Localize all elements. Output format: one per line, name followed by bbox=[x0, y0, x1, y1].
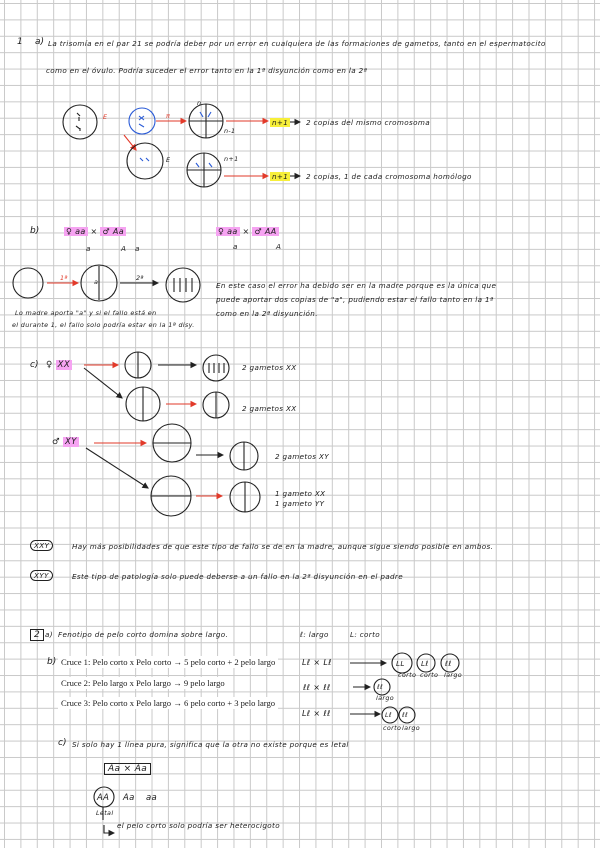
hw3-offspring1: Lℓ bbox=[385, 711, 392, 719]
cross1-gamete-a: a bbox=[86, 244, 91, 253]
hw1-x: × bbox=[313, 658, 321, 667]
q1b-explanation-3: como en la 2ª disyunción. bbox=[216, 309, 318, 318]
cross1-male: ♂ Aa bbox=[102, 227, 124, 236]
hw3-x: × bbox=[313, 709, 321, 718]
cross1-female: ♀ aa bbox=[66, 227, 86, 236]
hw3-label1: corto bbox=[383, 724, 402, 732]
case-xxy-text: Hay más posibilidades de que este tipo de fallo se de en la madre, aunque sigue siendo posible en ambos. bbox=[72, 542, 494, 551]
hw2-parent2: ℓℓ bbox=[323, 683, 331, 692]
case-xyy-label: XYY bbox=[30, 570, 53, 581]
result2-tag: n+1 bbox=[272, 172, 289, 181]
key-largo: ℓ: largo bbox=[300, 630, 329, 639]
hw2-x: × bbox=[313, 683, 321, 692]
letal-label: Letal bbox=[96, 809, 114, 817]
hw1-parent1: Lℓ bbox=[302, 658, 311, 667]
hw2-label: largo bbox=[376, 694, 395, 702]
box-parent1: Aa bbox=[108, 764, 121, 774]
hw2-parent1: ℓℓ bbox=[303, 683, 311, 692]
q1a-line2: como en el óvulo. Podría suceder el error tanto en la 1ª disyunción como en la 2ª bbox=[46, 66, 368, 75]
meiosis-diagram-c bbox=[84, 352, 260, 516]
result1-text: 2 copias del mismo cromosoma bbox=[306, 118, 430, 127]
cross1-gamete-A: A bbox=[121, 244, 127, 253]
case-xyy-text: Este tipo de patología solo puede deberse a un fallo en la 2ª disyunción en el padre bbox=[72, 572, 403, 581]
diagram-label-nplus1: n+1 bbox=[224, 155, 239, 163]
hw2-offspring: ℓℓ bbox=[377, 683, 383, 691]
diagram-label-e1: E bbox=[103, 113, 108, 121]
cell-blue-1 bbox=[129, 108, 155, 134]
cross1-x: × bbox=[90, 227, 98, 236]
cell-c-2 bbox=[203, 355, 229, 381]
cell-lower-1 bbox=[127, 143, 163, 179]
cross2-x: × bbox=[242, 227, 250, 236]
q2c-conclusion: el pelo corto solo podría ser heterocigoto bbox=[117, 821, 280, 830]
diagram-label-n: n bbox=[197, 99, 202, 107]
offspring-aa: aa bbox=[146, 793, 158, 803]
hw1-label2: corto bbox=[420, 671, 439, 679]
q1b-note-1: Lo madre aporta "a" y si el fallo está en bbox=[15, 309, 157, 317]
key-corto: L: corto bbox=[350, 630, 381, 639]
box-parent2: Aa bbox=[134, 764, 148, 774]
arrow-label-2: 2ª bbox=[136, 274, 144, 282]
cell-b-3 bbox=[166, 268, 200, 302]
q2c-text: Si solo hay 1 línea pura, significa que la otra no existe porque es letal bbox=[72, 740, 349, 749]
diagram-label-nminus1: n-1 bbox=[224, 127, 236, 135]
meiosis-diagram-b bbox=[13, 265, 200, 302]
cross1-gamete-a2: a bbox=[135, 244, 140, 253]
cross2-gamete-A: A bbox=[276, 242, 282, 251]
box-x: × bbox=[123, 764, 132, 774]
result-c4b: 1 gameto YY bbox=[275, 499, 325, 508]
cross2-gamete-a: a bbox=[233, 242, 238, 251]
q1a-letter: a) bbox=[35, 37, 45, 47]
q1c-letter: c) bbox=[30, 360, 39, 370]
q2c-letter: c) bbox=[58, 738, 67, 748]
diagram-label-e2: E bbox=[166, 156, 171, 164]
female-genotype: XX bbox=[57, 360, 70, 370]
cell-initial bbox=[63, 105, 97, 139]
q1b-explanation-1: En este caso el error ha debido ser en la madre porque es la única que bbox=[216, 281, 497, 290]
hw3-parent2: ℓℓ bbox=[323, 709, 331, 718]
diagram-label-pi: π bbox=[166, 112, 171, 120]
hw3-parent1: Lℓ bbox=[302, 709, 311, 718]
q2b-letter: b) bbox=[47, 657, 57, 667]
cross2-female: ♀ aa bbox=[218, 227, 238, 236]
result1-tag: n+1 bbox=[272, 118, 289, 127]
female-symbol: ♀ bbox=[46, 360, 53, 370]
hw1-label3: largo bbox=[444, 671, 463, 679]
cross-2: Cruce 2: Pelo largo x Pelo largo → 9 pelo largo bbox=[58, 677, 228, 689]
arrow-label-1: 1ª bbox=[60, 274, 68, 282]
cross-3: Cruce 3: Pelo corto x Pelo largo → 6 pelo corto + 3 pelo largo bbox=[58, 697, 278, 709]
hw3-label2: largo bbox=[402, 724, 421, 732]
result-c2: 2 gametos XX bbox=[242, 404, 297, 413]
result-c3: 2 gametos XY bbox=[275, 452, 330, 461]
case-xxy-label: XXY bbox=[30, 540, 53, 551]
q2a-letter: a) bbox=[45, 630, 53, 639]
q2-number: 2 bbox=[30, 629, 44, 641]
meiosis-diagram-a bbox=[63, 104, 300, 187]
result-c1: 2 gametos XX bbox=[242, 363, 297, 372]
offspring-Aa: Aa bbox=[123, 793, 135, 803]
hw1-offspring3: ℓℓ bbox=[445, 659, 452, 668]
q2a-text: Fenotipo de pelo corto domina sobre largo. bbox=[58, 630, 229, 639]
result2-text: 2 copias, 1 de cada cromosoma homólogo bbox=[306, 172, 472, 181]
q1b-explanation-2: puede aportar dos copias de "a", pudiendo estar el fallo tanto en la 1ª bbox=[216, 295, 494, 304]
hw3-offspring2: ℓℓ bbox=[402, 711, 408, 719]
offspring-AA: AA bbox=[97, 793, 110, 803]
cross2-male: ♂ AA bbox=[254, 227, 277, 236]
male-symbol: ♂ bbox=[52, 437, 60, 447]
q1-number: 1 bbox=[17, 37, 23, 47]
hw1-label1: corto bbox=[398, 671, 417, 679]
q1a-line1: La trisomía en el par 21 se podría deber por un error en cualquiera de las formaciones de gametos, tanto en el espermatocito bbox=[48, 39, 546, 48]
hw1-offspring1: LL bbox=[396, 659, 405, 668]
q1b-letter: b) bbox=[30, 226, 40, 236]
cell-b-1 bbox=[13, 268, 43, 298]
hw1-parent2: Lℓ bbox=[323, 658, 332, 667]
male-genotype: XY bbox=[65, 437, 77, 447]
cell-b-label: a bbox=[94, 278, 99, 286]
result-c4a: 1 gameto XX bbox=[275, 489, 326, 498]
hw1-offspring2: Lℓ bbox=[421, 659, 429, 668]
cross-1: Cruce 1: Pelo corto x Pelo corto → 5 pelo corto + 2 pelo largo bbox=[58, 656, 278, 668]
q1b-note-2: el durante 1, el fallo solo podría estar en la 1ª disy. bbox=[12, 321, 195, 329]
